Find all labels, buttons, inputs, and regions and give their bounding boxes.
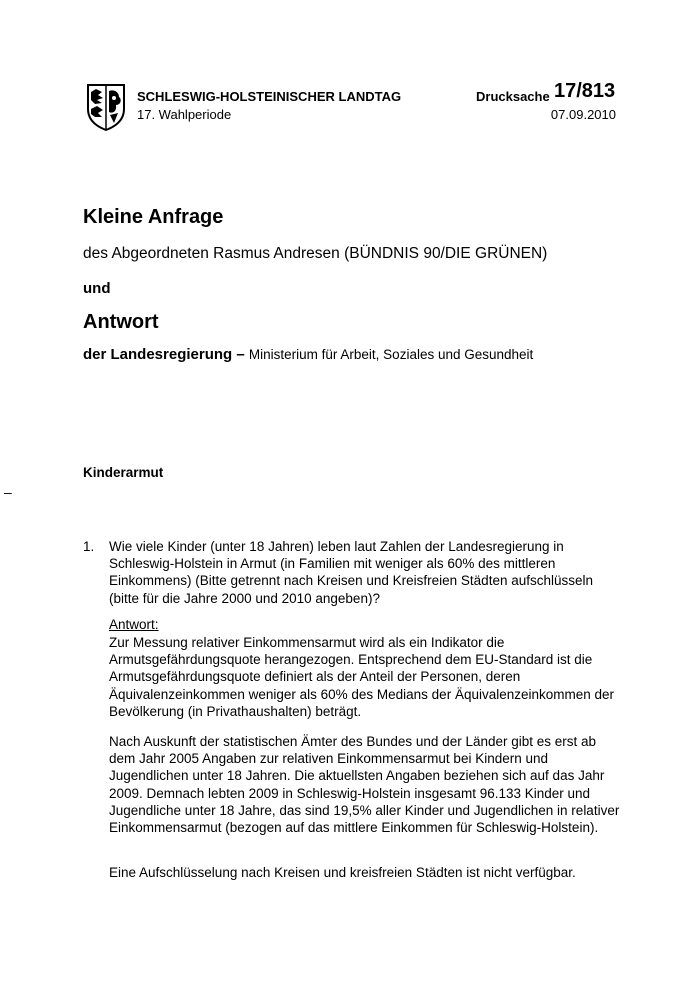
answer-paragraph: Eine Aufschlüsselung nach Kreisen und kreisfreien Städten ist nicht verfügbar. xyxy=(109,865,576,880)
drucksache-label: Drucksache xyxy=(476,89,550,104)
drucksache-number: 17/813 xyxy=(554,80,616,102)
question-text: Wie viele Kinder (unter 18 Jahren) leben laut Zahlen der Landesregierung in Schleswig-Holstein in Armut (in Familien mit weniger als 60% des mittleren Einkommens) (Bitte getrennt nach Kreisen und Kreisfreien Städten aufschlüsseln (bitte für die Jahre 2000 und 2010 angeben)? xyxy=(109,539,594,606)
answer-paragraph: Nach Auskunft der statistischen Ämter des Bundes und der Länder gibt es erst ab dem Jahr 2005 Angaben zur relativen Einkommensarmut bei Kindern und Jugendlichen unter 18 Jahren. Die aktuellsten Angaben beziehen sich auf das Jahr 2009. Demnach lebten 2009 in Schleswig-Holstein insgesamt 96.133 Kinder und Jugendliche unter 18 Jahre, das sind 19,5% aller Kinder und Jugendlichen in relativer Einkommensarmut (bezogen auf das mittlere Einkommen für Schleswig-Holstein). xyxy=(109,734,620,836)
author-line: des Abgeordneten Rasmus Andresen (BÜNDNIS 90/DIE GRÜNEN) xyxy=(83,245,548,262)
question-number: 1. xyxy=(83,539,95,554)
heading-kleine-anfrage: Kleine Anfrage xyxy=(83,206,224,228)
answer-label-colon: : xyxy=(154,617,159,632)
conjunction-und: und xyxy=(83,280,111,297)
legislative-period: 17. Wahlperiode xyxy=(137,107,232,122)
answer-label xyxy=(109,617,159,632)
government-label: der Landesregierung – xyxy=(83,346,245,363)
topic-heading: Kinderarmut xyxy=(83,465,164,480)
document-date: 07.09.2010 xyxy=(550,107,616,122)
parliament-name: SCHLESWIG-HOLSTEINISCHER LANDTAG xyxy=(137,89,402,104)
ministry-name: Ministerium für Arbeit, Soziales und Gesundheit xyxy=(248,347,534,362)
answer-label-text: Antwort xyxy=(109,617,155,632)
answer-paragraph: Zur Messung relativer Einkommensarmut wird als ein Indikator die Armutsgefährdungsquote herangezogen. Entsprechend dem EU-Standard ist die Armutsgefährdungsquote definiert als der Anteil der Personen, deren Äquivalenzeinkommen weniger als 60% des Medians der Äquivalenzeinkommen der Bevölkerung (in Privathaushalten) beträgt. xyxy=(109,635,615,719)
landtag-coat-of-arms-icon xyxy=(86,83,126,131)
margin-mark: – xyxy=(4,484,12,500)
heading-antwort: Antwort xyxy=(83,311,159,333)
government-line xyxy=(83,346,533,363)
